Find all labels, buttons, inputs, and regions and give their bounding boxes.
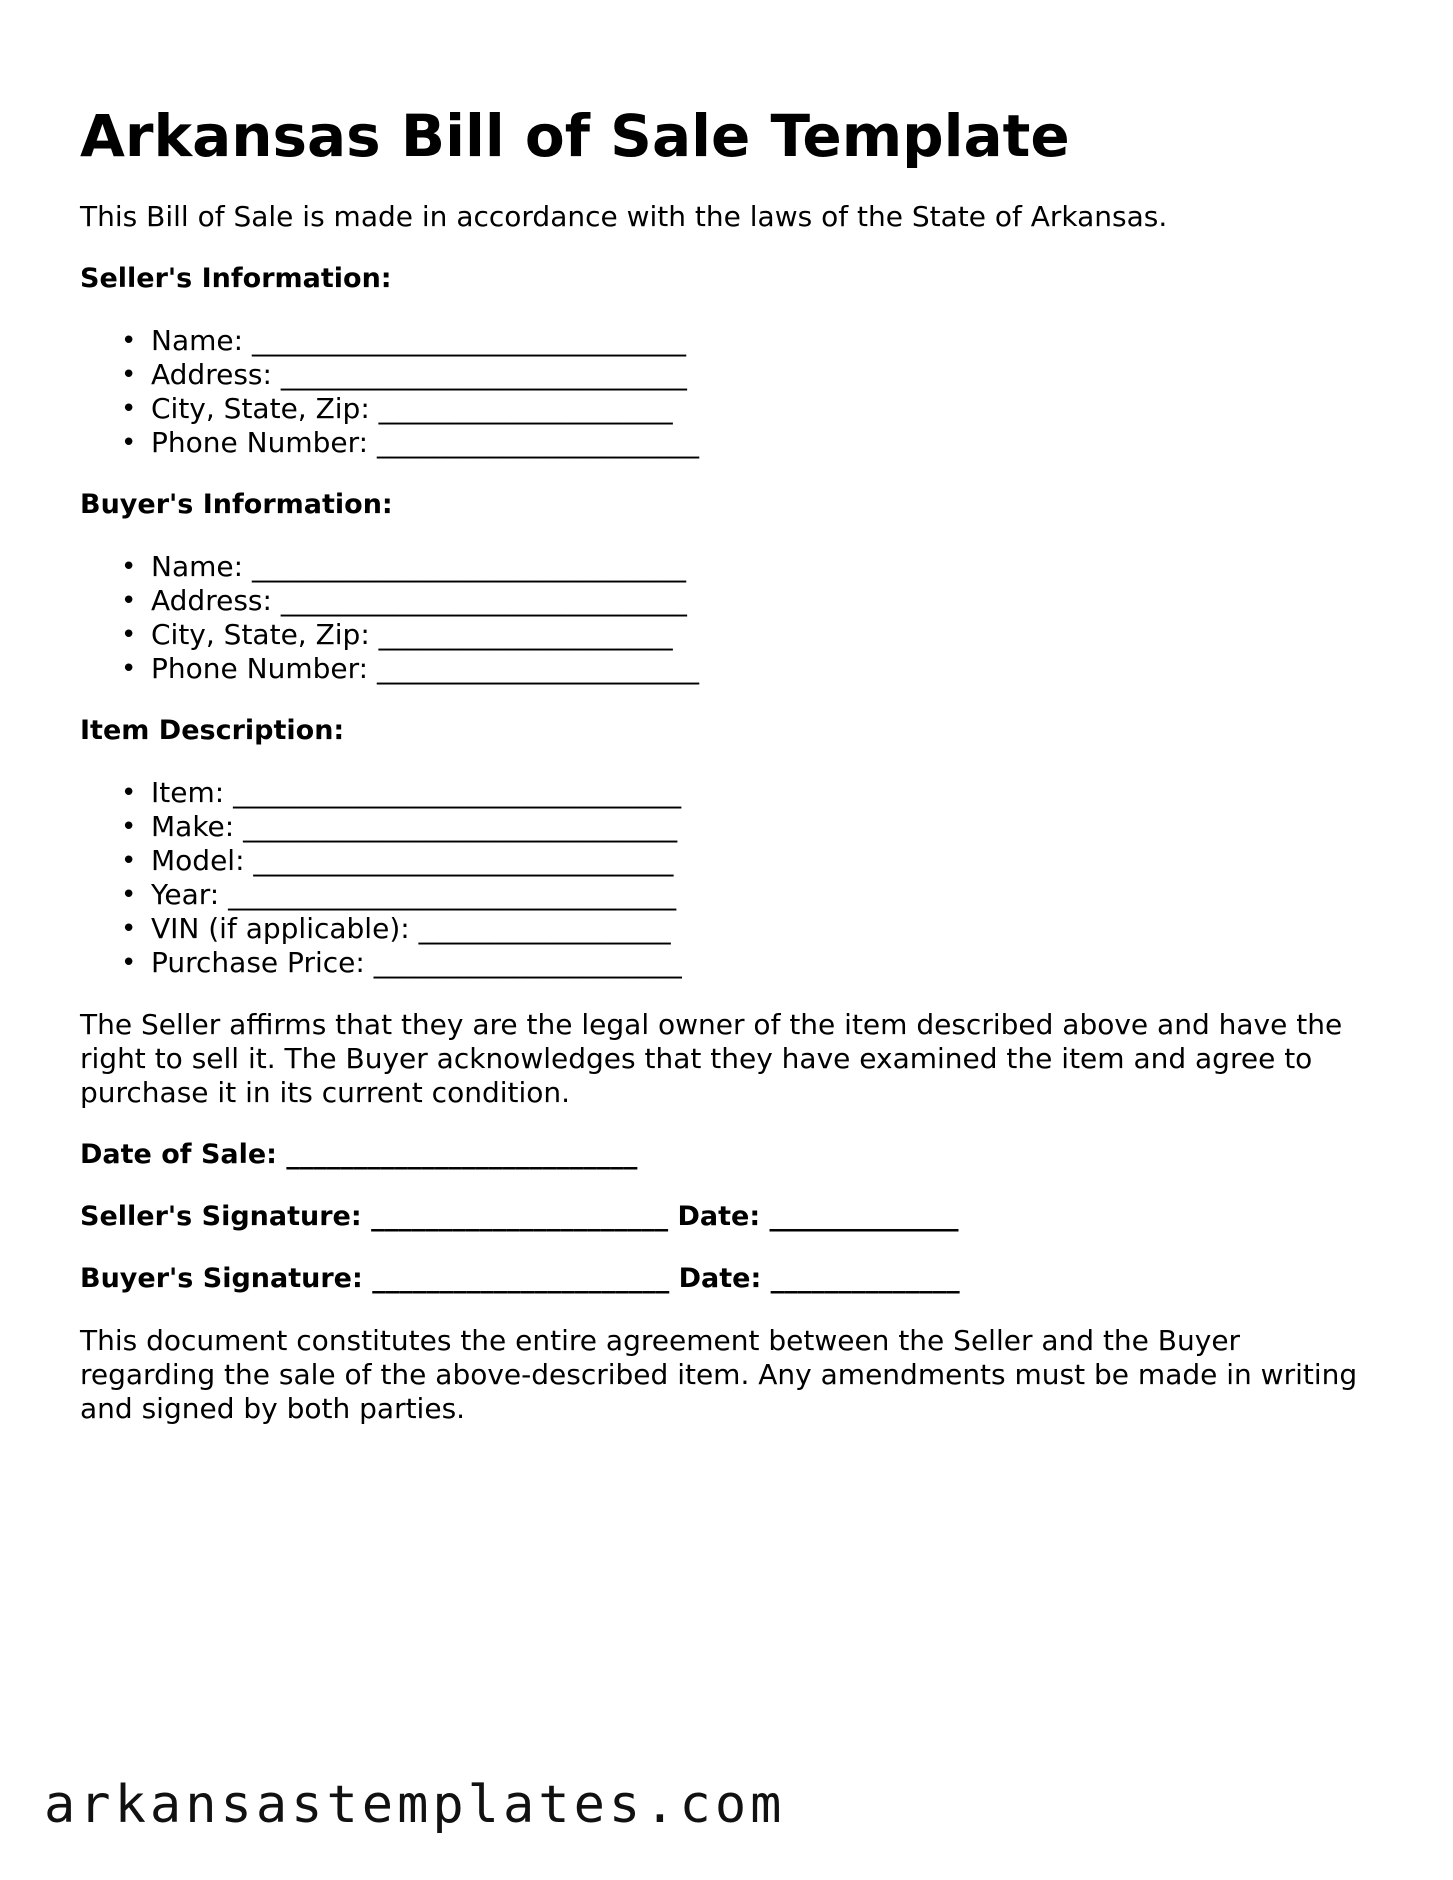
field-label: Make:: [151, 810, 235, 843]
vin-field: [151, 912, 1380, 946]
watermark-footer: arkansastemplates.com: [44, 1775, 786, 1835]
intro-paragraph: This Bill of Sale is made in accordance with the laws of the State of Arkansas.: [80, 200, 1168, 233]
closing-paragraph: This document constitutes the entire agreement between the Seller and the Buyer regarding the sale of the above-described item. Any amendments must be made in writing and signed by both parties.: [80, 1324, 1358, 1425]
document-page: [80, 96, 1380, 1454]
field-blank: _______________________________: [243, 810, 678, 843]
field-blank: _____________________: [378, 618, 673, 651]
seller-name-field: [151, 324, 1380, 358]
field-blank: _____________________: [378, 392, 673, 425]
purchase-price-field: [151, 946, 1380, 980]
field-label: Model:: [151, 844, 245, 877]
field-label: Name:: [151, 550, 244, 583]
buyer-address-field: [151, 584, 1380, 618]
field-blank: _______________________________: [251, 550, 686, 583]
field-label: Phone Number:: [151, 652, 369, 685]
model-field: [151, 844, 1380, 878]
make-field: [151, 810, 1380, 844]
seller-date-label: Date:: [677, 1201, 761, 1232]
field-label: Name:: [151, 324, 244, 357]
field-blank: ________________________________: [228, 878, 677, 911]
field-blank: ________________________________: [233, 776, 682, 809]
date-of-sale-blank: __________________________: [286, 1139, 638, 1170]
buyer-signature-label: Buyer's Signature:: [80, 1263, 363, 1294]
field-label: Item:: [151, 776, 225, 809]
seller-signature-label: Seller's Signature:: [80, 1201, 362, 1232]
buyer-date-label: Date:: [678, 1263, 762, 1294]
buyer-fields-list: [80, 550, 1380, 686]
field-blank: _____________________________: [280, 358, 687, 391]
year-field: [151, 878, 1380, 912]
field-blank: _______________________: [376, 426, 699, 459]
date-of-sale-line: [80, 1138, 1380, 1172]
field-label: Purchase Price:: [151, 946, 365, 979]
buyer-section-heading: Buyer's Information:: [80, 489, 393, 520]
seller-signature-line: [80, 1200, 1380, 1234]
buyer-signature-line: [80, 1262, 1380, 1296]
seller-date-blank: ______________: [769, 1201, 959, 1232]
seller-phone-field: [151, 426, 1380, 460]
field-blank: ______________________________: [253, 844, 674, 877]
item-section-heading: Item Description:: [80, 715, 345, 746]
field-label: Phone Number:: [151, 426, 369, 459]
buyer-phone-field: [151, 652, 1380, 686]
buyer-city-state-zip-field: [151, 618, 1380, 652]
field-blank: __________________: [418, 912, 671, 945]
field-label: City, State, Zip:: [151, 392, 370, 425]
buyer-date-blank: ______________: [770, 1263, 960, 1294]
buyer-signature-blank: ______________________: [372, 1263, 670, 1294]
field-label: City, State, Zip:: [151, 618, 370, 651]
field-label: VIN (if applicable):: [151, 912, 410, 945]
field-label: Address:: [151, 358, 272, 391]
date-of-sale-label: Date of Sale:: [80, 1139, 277, 1170]
field-blank: _______________________: [376, 652, 699, 685]
field-blank: _____________________________: [280, 584, 687, 617]
seller-signature-blank: ______________________: [371, 1201, 669, 1232]
field-label: Address:: [151, 584, 272, 617]
field-label: Year:: [151, 878, 220, 911]
field-blank: _______________________________: [251, 324, 686, 357]
field-blank: ______________________: [373, 946, 682, 979]
seller-city-state-zip-field: [151, 392, 1380, 426]
seller-address-field: [151, 358, 1380, 392]
seller-section-heading: Seller's Information:: [80, 263, 392, 294]
affirmation-paragraph: The Seller affirms that they are the legal owner of the item described above and have the right to sell it. The Buyer acknowledges that they have examined the item and agree to purchase it in its current condition.: [80, 1008, 1343, 1109]
seller-fields-list: [80, 324, 1380, 460]
item-field: [151, 776, 1380, 810]
buyer-name-field: [151, 550, 1380, 584]
document-title: Arkansas Bill of Sale Template: [80, 102, 1070, 170]
item-fields-list: [80, 776, 1380, 980]
